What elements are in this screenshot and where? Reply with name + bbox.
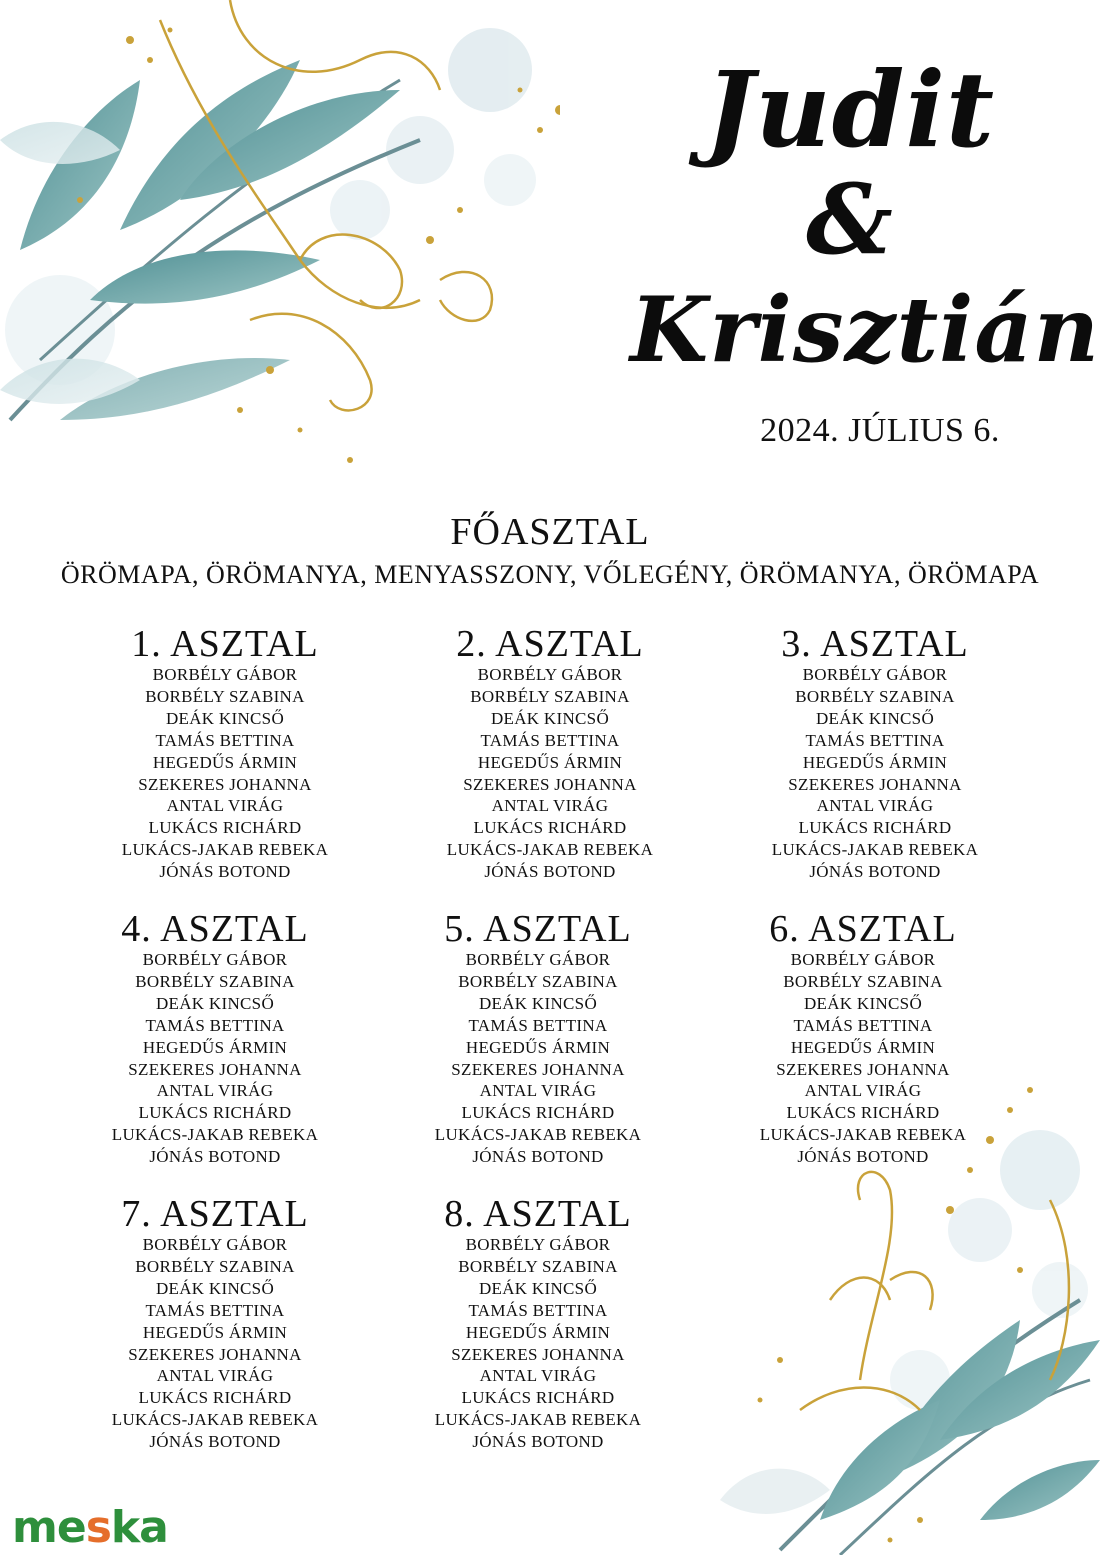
guest-name: SZEKERES JOHANNA (451, 1344, 625, 1364)
guest-name: TAMÁS BETTINA (145, 1300, 285, 1320)
guest-name: JÓNÁS BOTOND (797, 1147, 929, 1167)
guest-name: BORBÉLY GÁBOR (477, 665, 623, 684)
guest-name: LUKÁCS-JAKAB REBEKA (121, 840, 329, 860)
guest-name: HEGEDŰS ÁRMIN (142, 1322, 288, 1342)
guest-name: TAMÁS BETTINA (793, 1015, 933, 1035)
guest-name: BORBÉLY GÁBOR (152, 665, 298, 684)
guest-list (65, 664, 385, 883)
guest-name: BORBÉLY SZABINA (145, 686, 305, 706)
guest-name: BORBÉLY SZABINA (135, 1256, 295, 1276)
guest-name: LUKÁCS-JAKAB REBEKA (759, 1125, 967, 1145)
guest-name: SZEKERES JOHANNA (788, 774, 962, 794)
guest-name: LUKÁCS RICHÁRD (138, 1388, 292, 1408)
guest-list (715, 664, 1035, 883)
guest-list (703, 949, 1023, 1168)
guest-name: BORBÉLY SZABINA (458, 1256, 618, 1276)
head-table-guests: ÖRÖMAPA, ÖRÖMANYA, MENYASSZONY, VŐLEGÉNY, ÖRÖMANYA, ÖRÖMAPA (60, 560, 1040, 589)
guest-name: BORBÉLY SZABINA (470, 686, 630, 706)
guest-name: LUKÁCS RICHÁRD (148, 818, 302, 838)
guest-name: JÓNÁS BOTOND (472, 1147, 604, 1167)
guest-name: SZEKERES JOHANNA (138, 774, 312, 794)
groom-name: Krisztián (630, 277, 1100, 383)
table-4 (55, 909, 375, 1168)
guest-name: BORBÉLY SZABINA (795, 686, 955, 706)
guest-name: SZEKERES JOHANNA (451, 1059, 625, 1079)
table-6 (703, 909, 1023, 1168)
table-title: 3. ASZTAL (781, 623, 969, 665)
guest-name: JÓNÁS BOTOND (809, 862, 941, 882)
table-8 (378, 1194, 698, 1453)
logo-part-1: me (12, 1502, 86, 1553)
table-1 (65, 624, 385, 883)
guest-name: ANTAL VIRÁG (479, 1366, 597, 1386)
guest-name: BORBÉLY GÁBOR (465, 950, 611, 969)
guest-name: LUKÁCS-JAKAB REBEKA (771, 840, 979, 860)
guest-name: JÓNÁS BOTOND (472, 1432, 604, 1452)
table-3 (715, 624, 1035, 883)
guest-name: DEÁK KINCSŐ (155, 993, 275, 1013)
guest-name: BORBÉLY SZABINA (135, 971, 295, 991)
guest-name: BORBÉLY SZABINA (458, 971, 618, 991)
table-title: 1. ASZTAL (131, 623, 319, 665)
guest-name: TAMÁS BETTINA (145, 1015, 285, 1035)
guest-name: DEÁK KINCSŐ (165, 708, 285, 728)
guest-name: LUKÁCS-JAKAB REBEKA (434, 1125, 642, 1145)
guest-name: LUKÁCS RICHÁRD (461, 1388, 615, 1408)
guest-name: HEGEDŰS ÁRMIN (465, 1322, 611, 1342)
bride-name: Judit (704, 48, 996, 171)
meska-logo[interactable] (12, 1498, 168, 1558)
guest-name: JÓNÁS BOTOND (149, 1432, 281, 1452)
guest-list (390, 664, 710, 883)
guest-name: SZEKERES JOHANNA (463, 774, 637, 794)
guest-name: BORBÉLY SZABINA (783, 971, 943, 991)
guest-name: LUKÁCS RICHÁRD (798, 818, 952, 838)
table-5 (378, 909, 698, 1168)
guest-name: ANTAL VIRÁG (156, 1366, 274, 1386)
guest-list (378, 1234, 698, 1453)
guest-name: HEGEDŰS ÁRMIN (152, 752, 298, 772)
table-title: 2. ASZTAL (456, 623, 644, 665)
guest-name: DEÁK KINCSŐ (815, 708, 935, 728)
guest-name: LUKÁCS RICHÁRD (786, 1103, 940, 1123)
guest-list (55, 1234, 375, 1453)
guest-name: HEGEDŰS ÁRMIN (477, 752, 623, 772)
eucalyptus-leaves-icon (0, 0, 560, 520)
guest-name: LUKÁCS-JAKAB REBEKA (434, 1410, 642, 1430)
head-table-title: FŐASZTAL (450, 511, 650, 553)
table-title: 5. ASZTAL (444, 908, 632, 950)
guest-name: ANTAL VIRÁG (491, 796, 609, 816)
guest-name: ANTAL VIRÁG (166, 796, 284, 816)
guest-name: JÓNÁS BOTOND (159, 862, 291, 882)
guest-name: TAMÁS BETTINA (805, 730, 945, 750)
guest-name: SZEKERES JOHANNA (776, 1059, 950, 1079)
guest-name: LUKÁCS-JAKAB REBEKA (111, 1410, 319, 1430)
guest-name: ANTAL VIRÁG (479, 1081, 597, 1101)
guest-name: SZEKERES JOHANNA (128, 1344, 302, 1364)
table-title: 6. ASZTAL (769, 908, 957, 950)
guest-name: DEÁK KINCSŐ (490, 708, 610, 728)
guest-name: TAMÁS BETTINA (468, 1015, 608, 1035)
guest-name: HEGEDŰS ÁRMIN (802, 752, 948, 772)
guest-name: LUKÁCS RICHÁRD (473, 818, 627, 838)
logo-part-2: s (85, 1502, 111, 1553)
guest-name: ANTAL VIRÁG (156, 1081, 274, 1101)
guest-name: DEÁK KINCSŐ (478, 1278, 598, 1298)
guest-name: ANTAL VIRÁG (804, 1081, 922, 1101)
guest-name: BORBÉLY GÁBOR (465, 1235, 611, 1254)
guest-list (378, 949, 698, 1168)
guest-name: HEGEDŰS ÁRMIN (790, 1037, 936, 1057)
guest-name: SZEKERES JOHANNA (128, 1059, 302, 1079)
guest-name: DEÁK KINCSŐ (155, 1278, 275, 1298)
wedding-date: 2024. JÚLIUS 6. (760, 412, 1000, 449)
table-7 (55, 1194, 375, 1453)
guest-name: HEGEDŰS ÁRMIN (142, 1037, 288, 1057)
guest-name: LUKÁCS-JAKAB REBEKA (111, 1125, 319, 1145)
guest-name: TAMÁS BETTINA (155, 730, 295, 750)
guest-name: TAMÁS BETTINA (480, 730, 620, 750)
guest-name: LUKÁCS RICHÁRD (461, 1103, 615, 1123)
guest-name: BORBÉLY GÁBOR (802, 665, 948, 684)
guest-name: JÓNÁS BOTOND (149, 1147, 281, 1167)
logo-part-3: ka (110, 1502, 168, 1553)
guest-list (55, 949, 375, 1168)
table-title: 4. ASZTAL (121, 908, 309, 950)
guest-name: LUKÁCS RICHÁRD (138, 1103, 292, 1123)
guest-name: DEÁK KINCSŐ (478, 993, 598, 1013)
table-title: 8. ASZTAL (444, 1193, 632, 1235)
table-title: 7. ASZTAL (121, 1193, 309, 1235)
ampersand: & (806, 163, 894, 276)
guest-name: ANTAL VIRÁG (816, 796, 934, 816)
guest-name: LUKÁCS-JAKAB REBEKA (446, 840, 654, 860)
guest-name: HEGEDŰS ÁRMIN (465, 1037, 611, 1057)
guest-name: DEÁK KINCSŐ (803, 993, 923, 1013)
guest-name: BORBÉLY GÁBOR (790, 950, 936, 969)
table-2 (390, 624, 710, 883)
guest-name: TAMÁS BETTINA (468, 1300, 608, 1320)
guest-name: BORBÉLY GÁBOR (142, 950, 288, 969)
guest-name: BORBÉLY GÁBOR (142, 1235, 288, 1254)
guest-name: JÓNÁS BOTOND (484, 862, 616, 882)
